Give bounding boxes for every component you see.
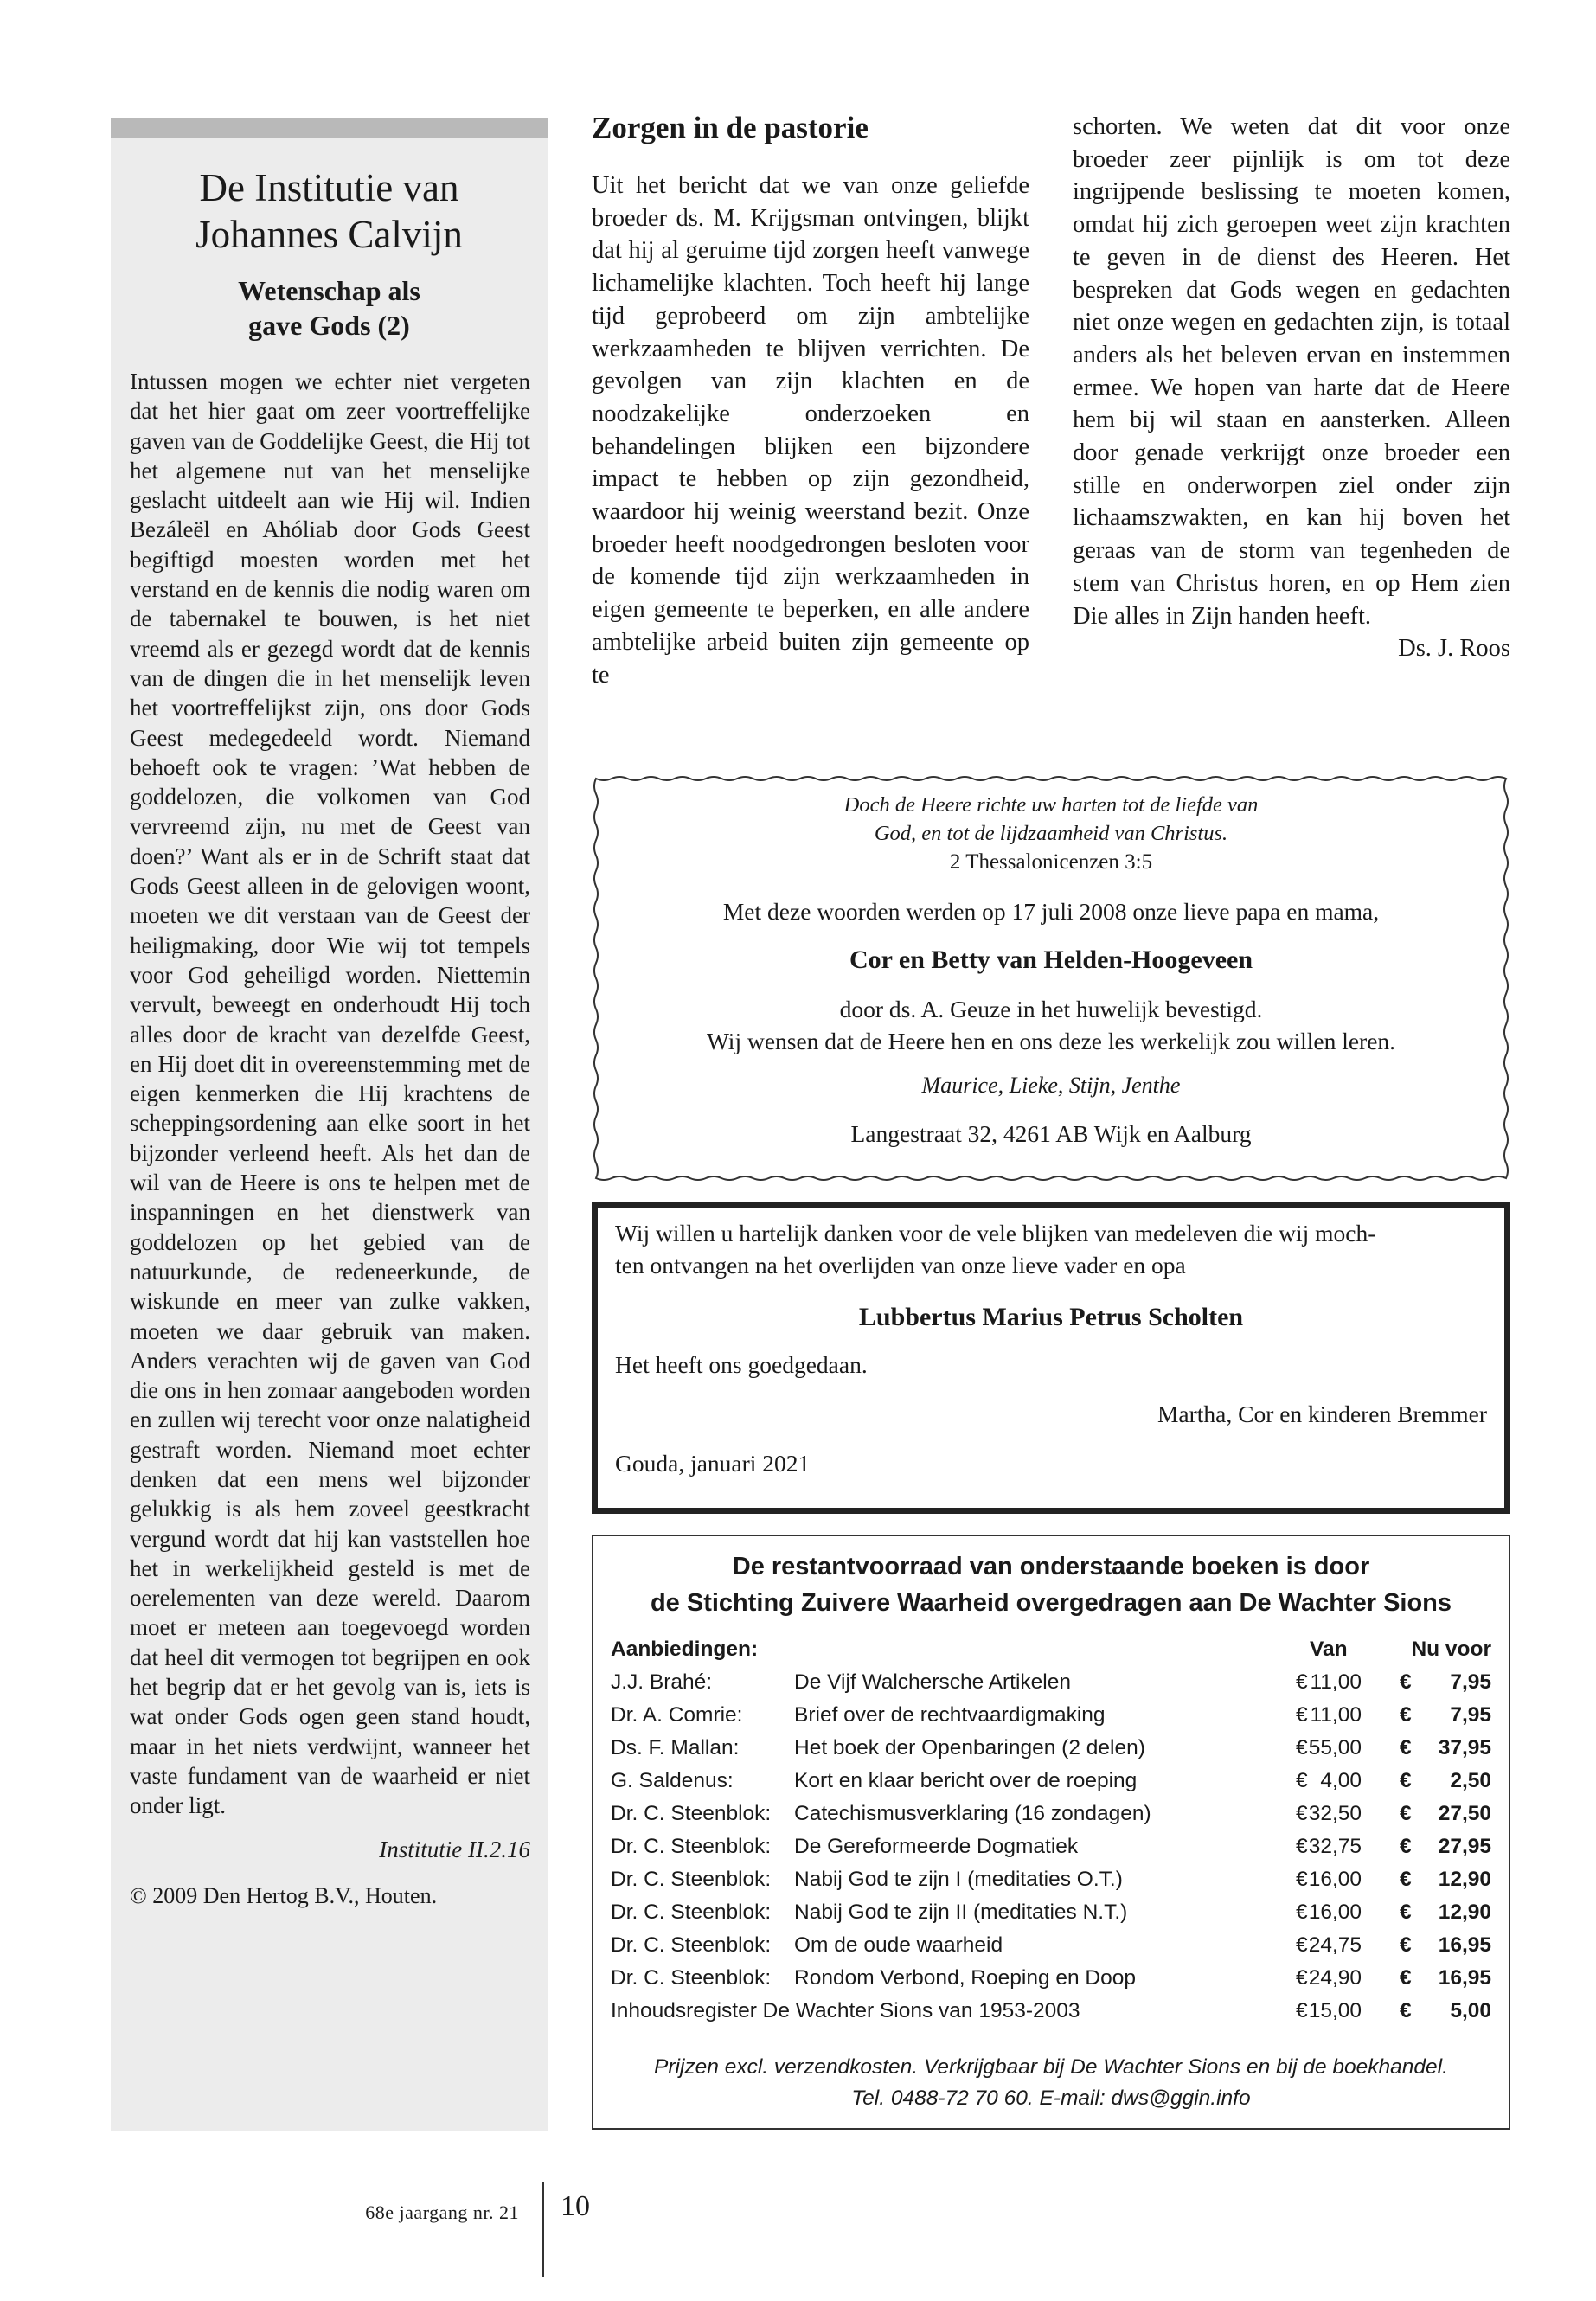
book-offer-footer-line2: Tel. 0488-72 70 60. E-mail: dws@ggin.info [851, 2086, 1251, 2110]
book-title: Rondom Verbond, Roeping en Doop [794, 1966, 1137, 1990]
page-number: 10 [561, 2190, 590, 2222]
currency-symbol: € [1400, 1769, 1412, 1792]
book-offer-heading [593, 1548, 1509, 1621]
book-offer-box [592, 1535, 1510, 2130]
book-author: Dr. C. Steenblok: [611, 1966, 772, 1990]
book-price-from: 55,00 [1308, 1736, 1362, 1759]
book-price-now: 37,95 [1438, 1736, 1491, 1759]
book-title: Catechismusverklaring (16 zondagen) [794, 1802, 1151, 1825]
book-author: J.J. Brahé: [611, 1670, 713, 1694]
currency-symbol: € [1400, 1670, 1412, 1694]
book-offer-table [611, 1633, 1493, 2028]
article-text-2: schorten. We weten dat dit voor onze broeder zeer pijnlijk is om tot deze ingrijpende beslissing te moeten komen, omdat hij zich geroepen weet zijn krachten te geven in de dienst des Heeren. Het bespreken dat Gods wegen en gedachten niet onze wegen en gedachten zijn, is totaal anders als het beleven ervan en instemmen ermee. We hopen van harte dat de Heere hem bij wil staan en aansterken. Alleen door genade verkrijgt onze broeder een stille en onderworpen ziel onder zijn lichaamszwakten, en kan hij boven het geraas van de storm van tegenheden de stem van Christus horen, en op Hem zien Die alles in Zijn handen heeft. [1073, 113, 1510, 630]
currency-symbol: € [1296, 1802, 1308, 1825]
book-title: Het boek der Openbaringen (2 delen) [794, 1736, 1145, 1759]
issue-info: 68e jaargang nr. 21 [365, 2202, 519, 2223]
book-row [611, 1863, 1493, 1896]
currency-symbol: € [1400, 1966, 1412, 1990]
book-price-now: 7,95 [1450, 1703, 1491, 1727]
sidebar-copyright: © 2009 Den Hertog B.V., Houten. [130, 1882, 438, 1908]
sidebar-title [111, 164, 548, 258]
currency-symbol: € [1296, 1999, 1308, 2022]
book-author: Dr. C. Steenblok: [611, 1868, 772, 1891]
sidebar-body: Intussen mogen we echter niet vergeten dat het hier gaat om zeer voortreffelijke gaven van de Goddelijke Geest, die Hij tot het algemene nut van het menselijke geslacht uitdeelt aan wie Hij wil. Indien Bezáleël en Ahóliab door Gods Geest begiftigd moesten worden met het verstand en de kennis die nodig waren om de tabernakel te bouwen, is het niet vreemd als er gezegd wordt dat de kennis van de dingen die in het menselijk leven het voortreffelijkst zijn, ons door Gods Geest medegedeeld wordt. Niemand behoeft ook te vragen: ’Wat hebben de goddelozen, die volkomen van God vervreemd zijn, nu met de Geest van doen?’ Want als er in de Schrift staat dat Gods Geest alleen in de gelovigen woont, moeten we dit verstaan van de Geest der heiligmaking, door Wie wij tot tempels voor God geheiligd worden. Niettemin vervult, beweegt en onderhoudt Hij toch alles door de kracht van dezelfde Geest, en Hij doet dit in overeenstemming met de eigen kenmerken die Hij krachtens de scheppingsordening aan elke soort in het bijzonder verleend heeft. Als het dan de wil van de Heere is ons te helpen met de inspanningen en het dienstwerk van goddelozen op het gebied van de natuurkunde, de redeneerkunde, de wiskunde en meer van zulke vakken, moeten we daar gebruik van maken. Anders verachten wij de gaven van God die ons in hen zomaar aangeboden worden en zullen wij terecht voor onze nalatigheid gestraft worden. Niemand moet echter denken dat een mens wel bijzonder gelukkig is als hem zoveel geestkracht vergund wordt dat hij kan vaststellen hoe het in werkelijkheid gesteld is met de oerelementen van deze wereld. Daarom moet er meteen aan toegevoegd worden dat heel dit vermogen tot begrijpen en ook het begrip dat er het gevolg van is, iets is wat onder Gods ogen geen stand houdt, maar in het niets verdwijnt, wanneer het vaste fundament van de waarheid er niet onder ligt. [130, 369, 530, 1819]
currency-symbol: € [1296, 1933, 1308, 1957]
article-column-2 [1073, 111, 1510, 665]
book-offer-heading-line2: de Stichting Zuivere Waarheid overgedragen aan De Wachter Sions [650, 1589, 1452, 1617]
currency-symbol: € [1296, 1736, 1308, 1759]
thanks-line1: Wij willen u hartelijk danken voor de vele blijken van medeleven die wij moch- [615, 1220, 1376, 1247]
book-price-from: 24,75 [1308, 1933, 1362, 1957]
thanks-line2: ten ontvangen na het overlijden van onze lieve vader en opa [615, 1252, 1186, 1279]
sidebar-title-line2: Johannes Calvijn [195, 213, 463, 256]
wedding-line2: door ds. A. Geuze in het huwelijk bevestigd. [839, 996, 1263, 1022]
book-author: Dr. C. Steenblok: [611, 1835, 772, 1858]
book-price-from: 11,00 [1310, 1670, 1362, 1694]
currency-symbol: € [1296, 1703, 1308, 1727]
article-column-1 [592, 111, 1029, 691]
book-offer-heading-line1: De restantvoorraad van onderstaande boeken is door [732, 1553, 1370, 1580]
book-price-from: 16,00 [1308, 1868, 1362, 1891]
article-title: Zorgen in de pastorie [592, 111, 869, 144]
book-price-now: 12,90 [1438, 1868, 1491, 1891]
book-title: De Vijf Walchersche Artikelen [794, 1670, 1071, 1694]
book-author: Ds. F. Mallan: [611, 1736, 740, 1759]
label-offers: Aanbiedingen: [611, 1638, 759, 1661]
currency-symbol: € [1400, 1835, 1412, 1858]
book-row [611, 1830, 1493, 1863]
book-price-from: 15,00 [1308, 1999, 1362, 2022]
wedding-verse [617, 791, 1485, 848]
wedding-announcement [591, 773, 1511, 1183]
sidebar-title-line1: De Institutie van [199, 166, 459, 209]
book-author: Dr. C. Steenblok: [611, 1802, 772, 1825]
currency-symbol: € [1296, 1868, 1308, 1891]
book-price-now: 7,95 [1450, 1670, 1491, 1694]
currency-symbol: € [1400, 1999, 1412, 2022]
wedding-address: Langestraat 32, 4261 AB Wijk en Aalburg [850, 1120, 1252, 1147]
sidebar-calvijn [111, 118, 548, 2131]
book-price-from: 32,50 [1308, 1802, 1362, 1825]
currency-symbol: € [1400, 1933, 1412, 1957]
wedding-line1: Met deze woorden werden op 17 juli 2008 onze lieve papa en mama, [722, 898, 1380, 925]
currency-symbol: € [1296, 1966, 1308, 1990]
book-offer-footer-line1: Prijzen excl. verzendkosten. Verkrijgbaar bij De Wachter Sions en bij de boekhandel. [654, 2055, 1448, 2079]
book-price-from: 16,00 [1308, 1900, 1362, 1924]
book-title: Brief over de rechtvaardigmaking [794, 1703, 1106, 1727]
book-row [611, 1798, 1493, 1830]
thanks-place-date: Gouda, januari 2021 [615, 1450, 811, 1477]
sidebar-source: Institutie II.2.16 [379, 1836, 530, 1862]
book-offer-footer [593, 2052, 1509, 2114]
thanks-announcement [592, 1202, 1510, 1514]
footer-divider [542, 2182, 544, 2277]
label-now: Nu voor [1411, 1638, 1491, 1661]
wedding-line3: Wij wensen dat de Heere hen en ons deze les werkelijk zou willen leren. [706, 1028, 1396, 1054]
book-author: Dr. A. Comrie: [611, 1703, 743, 1727]
book-row [611, 1666, 1493, 1699]
book-table-header [611, 1633, 1493, 1666]
book-price-from: 4,00 [1320, 1769, 1362, 1792]
book-price-now: 2,50 [1450, 1769, 1491, 1792]
wedding-names: Cor en Betty van Helden-Hoogeveen [849, 945, 1253, 974]
currency-symbol: € [1400, 1868, 1412, 1891]
book-title: Om de oude waarheid [794, 1933, 1003, 1957]
book-row [611, 1699, 1493, 1732]
book-row [611, 1732, 1493, 1765]
thanks-name: Lubbertus Marius Petrus Scholten [858, 1303, 1244, 1331]
wedding-children: Maurice, Lieke, Stijn, Jenthe [921, 1073, 1181, 1098]
wedding-verse-reference: 2 Thessalonicenzen 3:5 [949, 850, 1153, 874]
sidebar-subtitle-line2: gave Gods (2) [248, 310, 410, 341]
currency-symbol: € [1296, 1835, 1308, 1858]
book-title: De Gereformeerde Dogmatiek [794, 1835, 1079, 1858]
sidebar-subtitle [111, 273, 548, 343]
currency-symbol: € [1296, 1769, 1308, 1792]
wedding-verse-line2: God, en tot de lijdzaamheid van Christus. [874, 822, 1228, 845]
book-index-title: Inhoudsregister De Wachter Sions van 1953-2003 [611, 1999, 1080, 2022]
book-row-index [611, 1995, 1493, 2028]
book-price-from: 24,90 [1308, 1966, 1362, 1990]
book-row [611, 1896, 1493, 1929]
book-row [611, 1962, 1493, 1995]
book-price-from: 11,00 [1310, 1703, 1362, 1727]
thanks-line3: Het heeft ons goedgedaan. [615, 1351, 868, 1378]
book-price-now: 12,90 [1438, 1900, 1491, 1924]
currency-symbol: € [1400, 1736, 1412, 1759]
book-price-now: 5,00 [1450, 1999, 1491, 2022]
book-author: Dr. C. Steenblok: [611, 1933, 772, 1957]
book-author: G. Saldenus: [611, 1769, 734, 1792]
book-title: Nabij God te zijn I (meditaties O.T.) [794, 1868, 1123, 1891]
wedding-verse-line1: Doch de Heere richte uw harten tot de liefde van [843, 793, 1259, 817]
book-row [611, 1765, 1493, 1798]
currency-symbol: € [1296, 1670, 1308, 1694]
book-price-now: 27,50 [1438, 1802, 1491, 1825]
book-author: Dr. C. Steenblok: [611, 1900, 772, 1924]
article-text-1: Uit het bericht dat we van onze geliefde broeder ds. M. Krijgsman ontvingen, blijkt dat hij al geruime tijd zorgen heeft vanwege lichamelijke klachten. Toch heeft hij lange tijd geprobeerd om zijn ambtelijke werkzaamheden te blijven verrichten. De gevolgen van zijn klachten en de noodzakelijke onderzoeken en behandelingen blijken een bijzondere impact te hebben op zijn gezondheid, waardoor hij weinig weerstand bezit. Onze broeder heeft noodgedrongen besloten voor de komende tijd zijn werkzaamheden in eigen gemeente te beperken, en alle andere ambtelijke arbeid buiten zijn gemeente op te [592, 172, 1029, 689]
book-price-now: 16,95 [1438, 1933, 1491, 1957]
sidebar-subtitle-line1: Wetenschap als [238, 275, 420, 306]
book-price-now: 27,95 [1438, 1835, 1491, 1858]
book-row [611, 1929, 1493, 1962]
currency-symbol: € [1296, 1900, 1308, 1924]
thanks-signed: Martha, Cor en kinderen Bremmer [1157, 1400, 1487, 1427]
currency-symbol: € [1400, 1802, 1412, 1825]
label-from: Van [1310, 1638, 1348, 1661]
book-title: Nabij God te zijn II (meditaties N.T.) [794, 1900, 1128, 1924]
book-price-now: 16,95 [1438, 1966, 1491, 1990]
currency-symbol: € [1400, 1703, 1412, 1727]
book-title: Kort en klaar bericht over de roeping [794, 1769, 1138, 1792]
article-author: Ds. J. Roos [1398, 635, 1510, 663]
book-price-from: 32,75 [1308, 1835, 1362, 1858]
currency-symbol: € [1400, 1900, 1412, 1924]
